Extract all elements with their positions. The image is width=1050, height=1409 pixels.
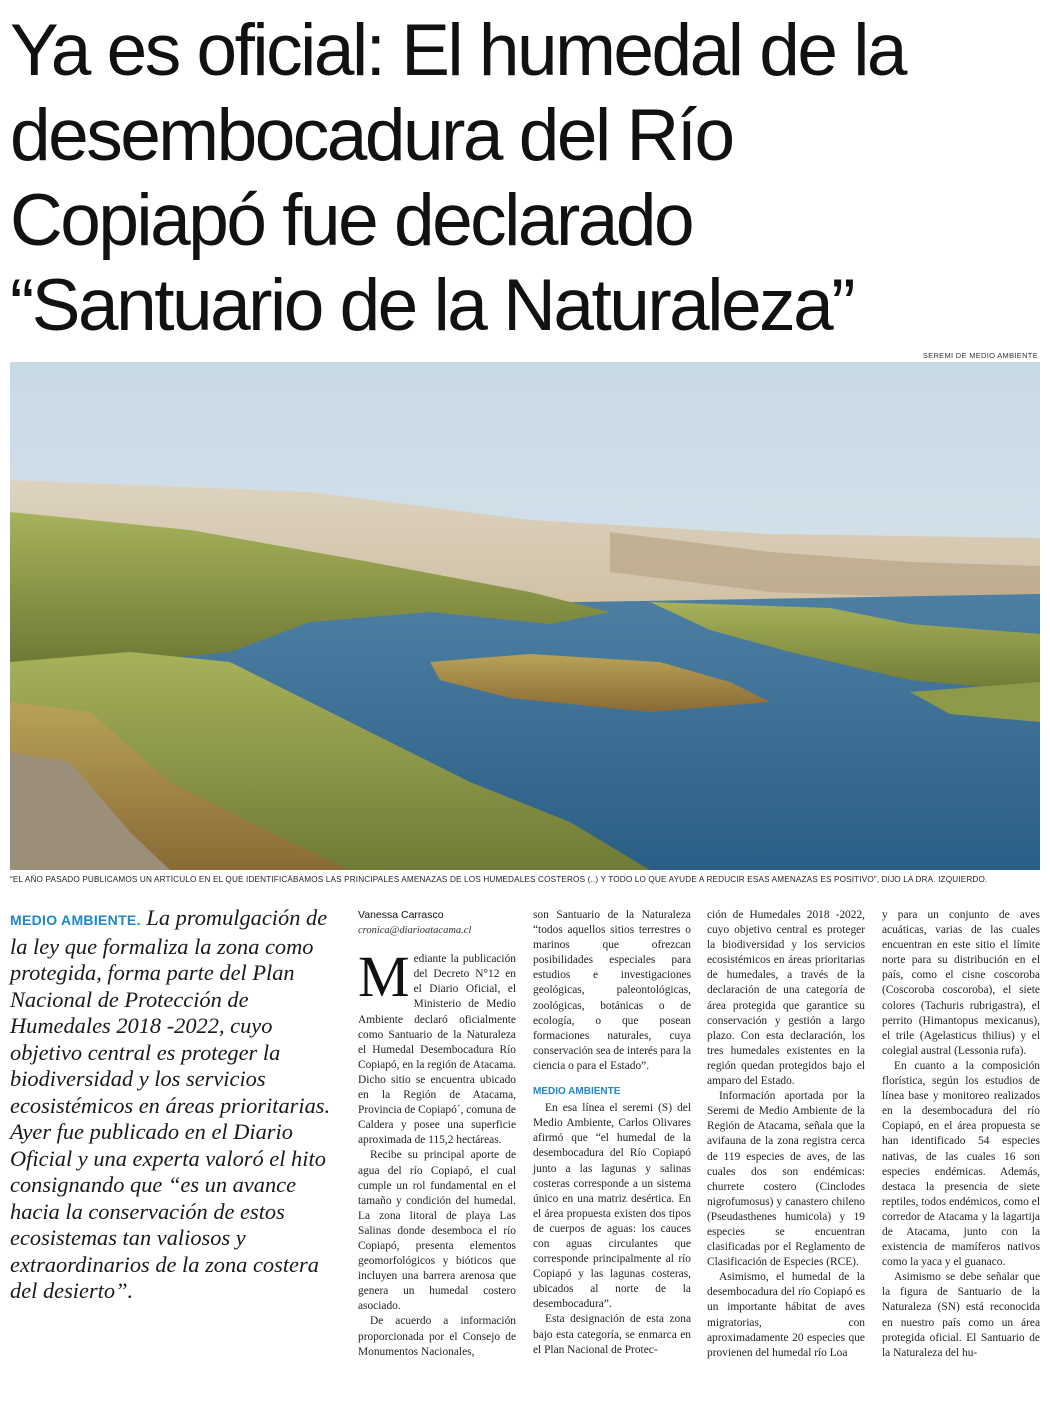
photo-caption: “EL AÑO PASADO PUBLICAMOS UN ARTÍCULO EN EL QUE IDENTIFICÁBAMOS LAS PRINCIPALES AMENAZAS DE LOS HUMEDALES COSTEROS (..) Y TODO LO QUE AYUDE A REDUCIR ESAS AMENAZAS ES POSITIVO”, DIJO LA DRA. IZQUIERDO.: [10, 875, 988, 884]
headline-line-4: “Santuario de la Naturaleza”: [10, 265, 853, 346]
photo-credit: SEREMI DE MEDIO AMBIENTE: [922, 351, 1038, 360]
byline-author: Vanessa Carrasco: [358, 909, 444, 921]
article-paragraph: ción de Humedales 2018 -2022, cuyo objetivo central es proteger la biodiversidad y los servicios ecosistémicos en áreas prioritarias de humedales, a través de la declaración de una categoría de área protegida que garantice su conservación y gestión a largo plazo. Con esta declaración, los tres humedales existentes en la región quedan protegidos bajo el amparo del Estado.: [707, 909, 865, 1088]
article-paragraph: Asimismo se debe señalar que la figura de Santuario de la Naturaleza (SN) está reconocida en nuestro país como un área protegida oficial. El Santuario de la Naturaleza del hu-: [882, 1271, 1040, 1359]
wetland-photo: [10, 362, 1040, 870]
article-paragraph: son Santuario de la Naturaleza “todos aquellos sitios terrestres o marinos que ofrezcan posibilidades especiales para estudios e investigaciones geológicas, paleontológicas, zoológicas, botánicas o de ecología, o que posean formaciones naturales, cuya conservación sea de interés para la ciencia o para el Estado”.: [533, 909, 691, 1072]
lead-paragraph: [10, 905, 340, 1305]
article-column-4: [882, 908, 1040, 1361]
article-paragraph: y para un conjunto de aves acuáticas, varias de las cuales encuentran en este sitio el límite norte para su distribución en el país, como el cisne coscoroba (Coscoroba coscoroba), el siete colores (Tachuris rubrigastra), el perrito (Himantopus mexicanus), el trile (Agelasticus thilius) y el colegial austral (Lessonia rufa).: [882, 909, 1040, 1057]
article-paragraph: Mediante la publicación del Decreto N°12 en el Diario Oficial, el Ministerio de Medio Ambiente declaró oficialmente como Santuario de la Naturaleza el Humedal Desembocadura Río Copiapó, en la región de Atacama. Dicho sitio se encuentra ubicado en la Región de Atacama, Provincia de Copiapó´, comuna de Caldera y posee una superficie aproximada de 115,2 hectáreas.: [358, 944, 516, 1147]
headline-line-1: Ya es oficial: El humedal de la: [10, 10, 906, 91]
headline-line-2: desembocadura del Río: [10, 95, 733, 176]
article-column-3: [707, 908, 865, 1361]
article-paragraph: En cuanto a la composición florística, según los estudios de línea base y monitoreo realizados en la desembocadura del río Copiapó, en el área propuesta se han identificado 54 especies nativas, de las cuales 16 son especies endémicas. Además, destaca la presencia de siete reptiles, todos endémicos, como el corredor de Atacama y la lagartija de Atacama, junto con la existencia de mamíferos nativos como la yaca y el guanaco.: [882, 1059, 1040, 1269]
lead-kicker: MEDIO AMBIENTE.: [10, 912, 141, 928]
article-column-1: [358, 908, 516, 1360]
article-paragraph: Esta designación de esta zona bajo esta categoría, se enmarca en el Plan Nacional de Protec-: [533, 1313, 691, 1356]
article-paragraph: Recibe su principal aporte de agua del río Copiapó, el cual cumple un rol fundamental en el tamaño y condición del humedal. La zona litoral de playa Las Salinas donde desemboca el río Copiapó, presenta elementos geomorfológicos y bióticos que incluyen una barrera arenosa que genera un humedal costero asociado.: [358, 1149, 516, 1313]
article-column-2: [533, 908, 691, 1358]
headline: [10, 8, 1040, 348]
headline-line-3: Copiapó fue declarado: [10, 180, 693, 261]
byline-email[interactable]: cronica@diarioatacama.cl: [358, 925, 472, 937]
wetland-illustration: [10, 362, 1040, 870]
subheading: MEDIO AMBIENTE: [533, 1086, 621, 1098]
dropcap: M: [358, 944, 410, 1010]
article-paragraph: Asimismo, el humedal de la desembocadura del río Copiapó es un importante hábitat de aves migratorias, con aproximadamente 20 especies que provienen del humedal río Loa: [707, 1271, 865, 1359]
lead-text: La promulgación de la ley que formaliza la zona como protegida, forma parte del Plan Nacional de Protección de Humedales 2018 -2022, cuyo objetivo central es proteger la biodiversidad y los servicios ecosistémicos en áreas prioritarias. Ayer fue publicado en el Diario Oficial y una experta valoró el hito consignando que “es un avance hacia la conservación de estos ecosistemas tan valiosos y extraordinarios de la zona costera del desierto”.: [10, 905, 331, 1303]
article-paragraph: En esa línea el seremi (S) del Medio Ambiente, Carlos Olivares afirmó que “el humedal de la desembocadura del Río Copiapó junto a las lagunas y salinas costeras corresponde a un sistema único en una matriz desértica. En el área propuesta existen dos tipos de cuerpos de aguas: los cauces con aguas circulantes que corresponde principalmente al río Copiapó y las lagunas costeras, ubicados al norte de la desembocadura”.: [533, 1102, 691, 1311]
article-paragraph: De acuerdo a información proporcionada por el Consejo de Monumentos Nacionales,: [358, 1315, 516, 1358]
article-paragraph: Información aportada por la Seremi de Medio Ambiente de la Región de Atacama, señala que la avifauna de la zona registra cerca de 119 especies de aves, de las cuales dos son endémicas: churrete costero (Cinclodes nigrofumosus) y canastero chileno (Pseudasthenes humicola) y 19 especies se encuentran clasificadas por el Reglamento de Clasificación de Especies (RCE).: [707, 1090, 865, 1269]
